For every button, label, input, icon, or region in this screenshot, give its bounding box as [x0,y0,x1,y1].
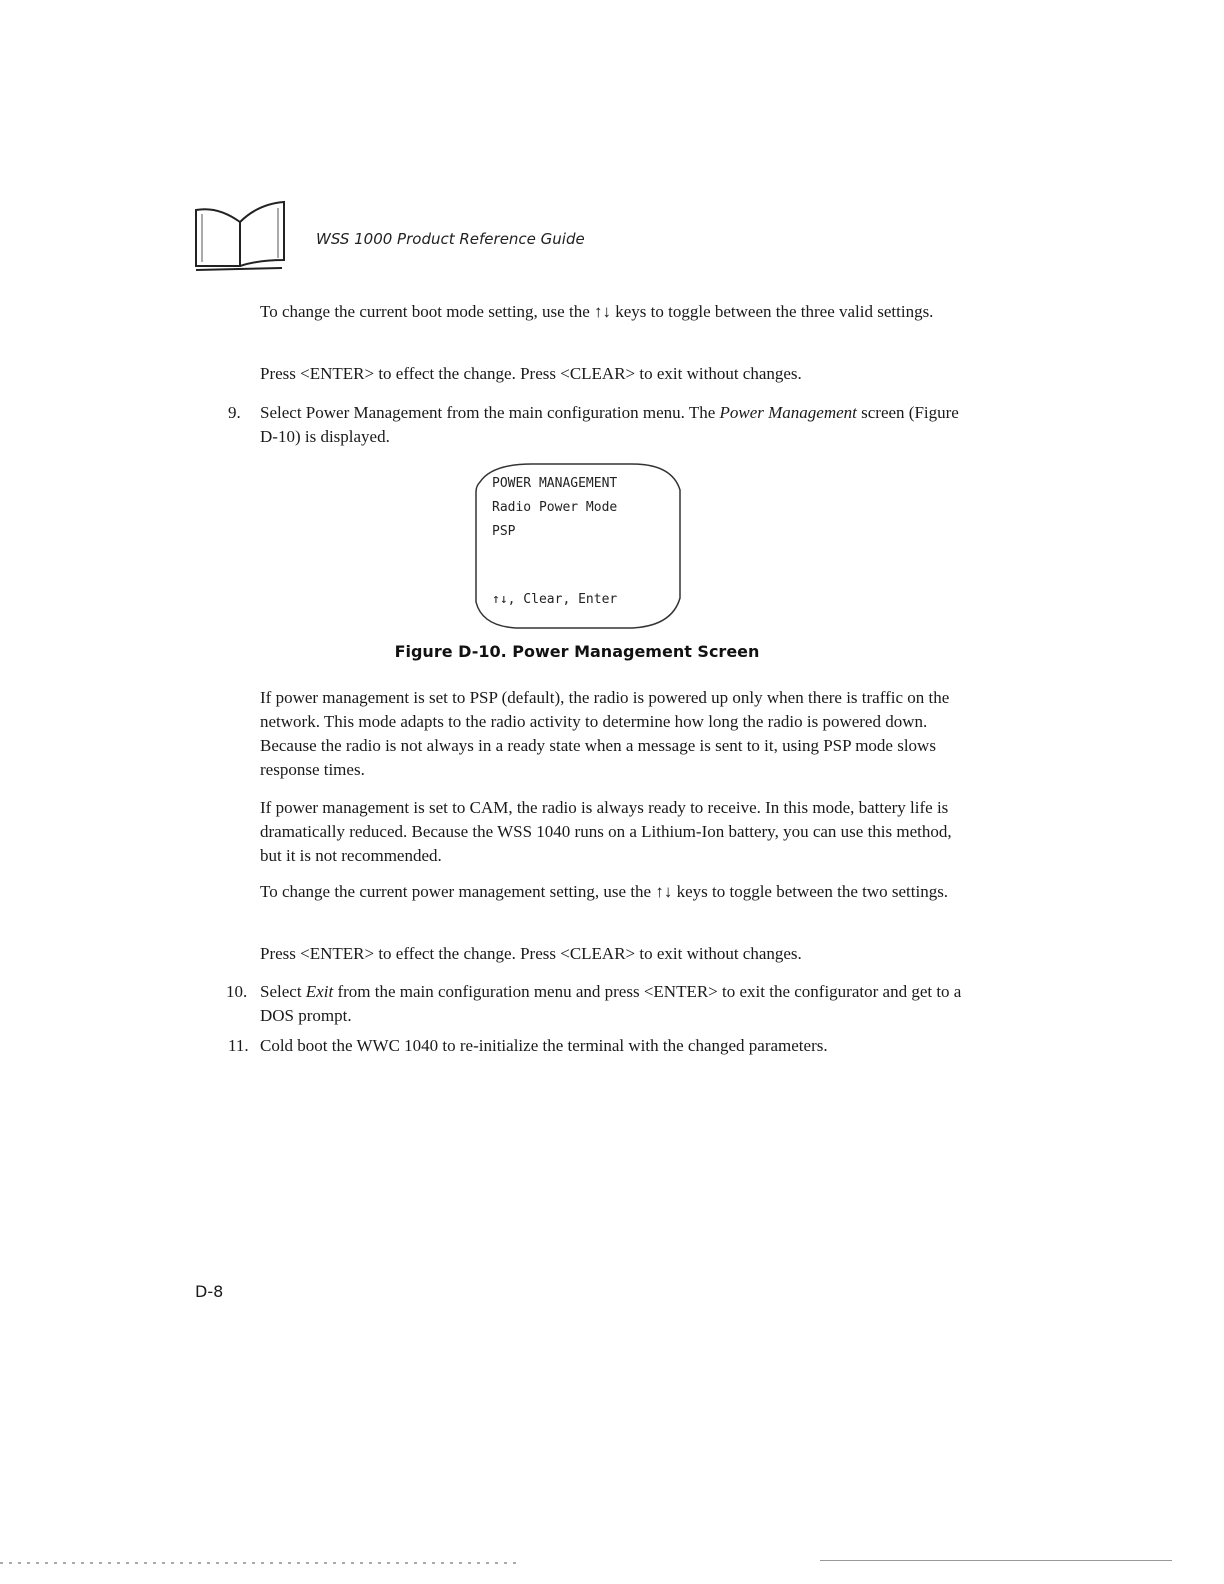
step-11-text: Cold boot the WWC 1040 to re-initialize the terminal with the changed parameters. [260,1036,828,1055]
bottom-rule [820,1560,1172,1561]
terminal-screen-figure [472,462,684,630]
scan-artifact [0,1562,520,1564]
paragraph-press-enter-2: Press <ENTER> to effect the change. Press <CLEAR> to exit without changes. [260,944,802,963]
screen-title: POWER MANAGEMENT [492,476,618,491]
step-number: 10. [226,982,248,1001]
page-number: D-8 [195,1282,224,1301]
paragraph-psp: If power management is set to PSP (default), the radio is powered up only when there is traffic on the network. This mode adapts to the radio activity to determine how long the radio is powered down. Because the radio is not always in a ready state when a message is sent to it, using PSP mode slows response times. [260,688,950,779]
open-book-icon [192,200,292,272]
step-10-text: Select Exit from the main configuration menu and press <ENTER> to exit the configurator and get to a DOS prompt. [260,982,962,1025]
step-9-text: Select Power Management from the main configuration menu. The Power Management screen (Figure D-10) is displayed. [260,403,959,446]
running-header: WSS 1000 Product Reference Guide [316,230,585,248]
step-number: 11. [228,1036,249,1055]
paragraph-press-enter-1: Press <ENTER> to effect the change. Press <CLEAR> to exit without changes. [260,364,802,383]
screen-option-label: Radio Power Mode [492,500,618,515]
paragraph-toggle: To change the current power management setting, use the ↑↓ keys to toggle between the two settings. [260,882,949,901]
paragraph-boot-mode: To change the current boot mode setting, use the ↑↓ keys to toggle between the three valid settings. [260,302,934,321]
figure-caption: Figure D-10. Power Management Screen [394,642,760,661]
screen-key-hints: ↑↓, Clear, Enter [492,592,618,607]
step-number: 9. [228,403,241,422]
paragraph-cam: If power management is set to CAM, the radio is always ready to receive. In this mode, battery life is dramatically reduced. Because the WSS 1040 runs on a Lithium-Ion battery, you can use this method, but it is not recommended. [260,798,952,865]
screen-option-value: PSP [492,524,516,539]
